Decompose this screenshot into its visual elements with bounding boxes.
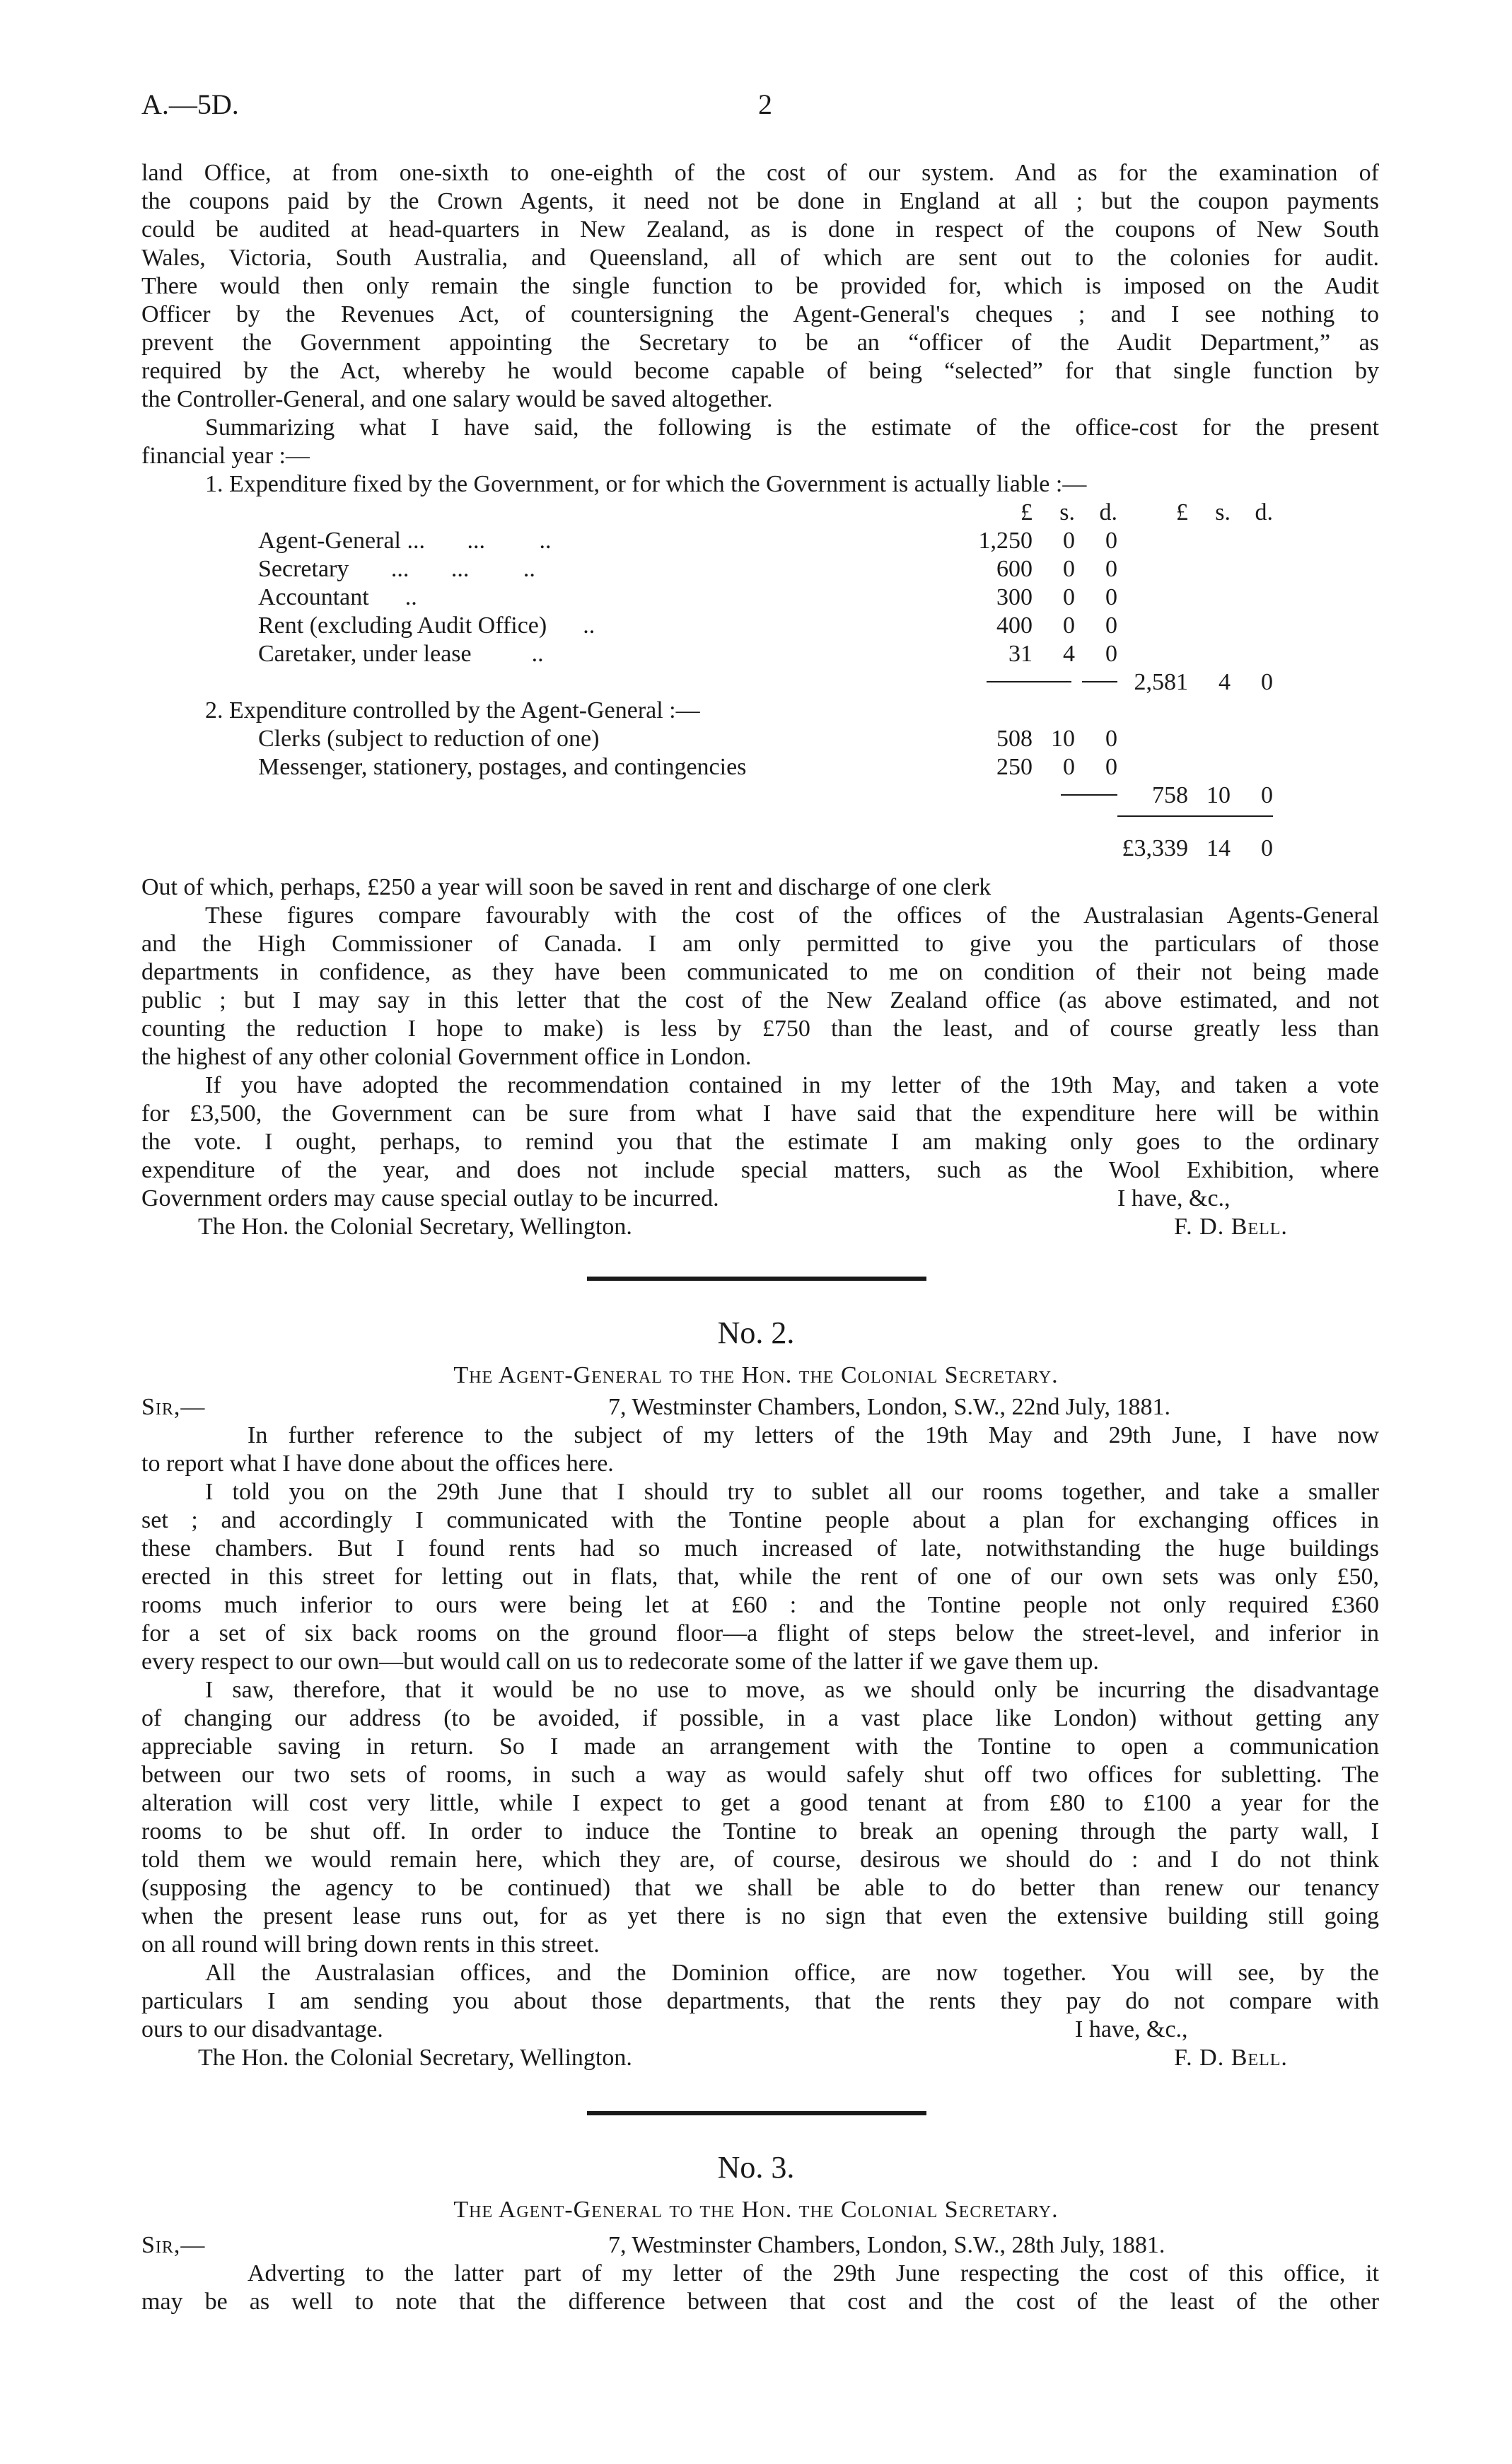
text-line: required by the Act, whereby he would become capable of being “selected” for that single function by [141,358,1379,384]
text-line: rooms to be shut off. In order to induce the Tontine to break an opening through the party wall, I [141,1818,1379,1844]
row-pence: 0 [1105,641,1117,667]
text-line: erected in this street for letting out in flats, that, while the rent of one of our own sets was only £50, [141,1564,1379,1590]
text-line: particulars I am sending you about those departments, that the rents they pay do not compare with [141,1988,1379,2014]
letter-number: No. 3. [717,2150,795,2185]
text-line: set ; and accordingly I communicated with the Tontine people about a plan for exchanging offices in [141,1507,1379,1533]
text-line: may be as well to note that the difference between that cost and the cost of the least of the other [141,2289,1379,2315]
salutation: Sir,— [141,2232,206,2258]
text-line: could be audited at head-quarters in New Zealand, as is done in respect of the coupons of New South [141,216,1379,243]
text-line: for a set of six back rooms on the ground floor—a flight of steps below the street-level, and inferior in [141,1620,1379,1646]
section1-total-pence: 0 [1261,669,1273,695]
letter-title: The Agent-General to the Hon. the Colonial Secretary. [453,2197,1059,2223]
grand-total-rule [1117,815,1273,817]
col-header-pence-total: d. [1255,499,1273,525]
text-line: counting the reduction I hope to make) is less by £750 than the least, and of course greatly less than [141,1016,1379,1042]
grand-total-shillings: 14 [1206,835,1231,861]
text-line: appreciable saving in return. So I made an arrangement with the Tontine to open a communication [141,1733,1379,1760]
text-line: these chambers. But I found rents had so much increased of late, notwithstanding the huge buildings [141,1535,1379,1562]
text-line: the Controller-General, and one salary would be saved altogether. [141,386,773,412]
text-line: (supposing the agency to be continued) that we shall be able to do better than renew our tenancy [141,1875,1379,1901]
signature: F. D. Bell. [1174,1214,1288,1240]
row-label: Messenger, stationery, postages, and contingencies [258,754,747,780]
row-pounds: 31 [1008,641,1033,667]
row-shillings: 0 [1063,754,1075,780]
dateline: 7, Westminster Chambers, London, S.W., 22nd July, 1881. [608,1394,1170,1420]
col-header-pence: d. [1099,499,1117,525]
row-pence: 0 [1105,726,1117,752]
section1-total-shillings: 4 [1219,669,1231,695]
row-pounds: 400 [996,612,1033,639]
text-line: when the present lease runs out, for as yet there is no sign that even the extensive building still going [141,1903,1379,1929]
text-line: expenditure of the year, and does not include special matters, such as the Wool Exhibition, where [141,1157,1379,1183]
page-number: 2 [758,88,772,120]
section1-title: 1. Expenditure fixed by the Government, or for which the Government is actually liable :— [205,471,1087,497]
row-label: Clerks (subject to reduction of one) [258,726,600,752]
row-pence: 0 [1105,612,1117,639]
letter-title: The Agent-General to the Hon. the Colonial Secretary. [453,1362,1059,1388]
text-line: Wales, Victoria, South Australia, and Queensland, all of which are sent out to the colonies for audit. [141,245,1379,271]
col-header-shillings: s. [1059,499,1075,525]
row-pounds: 250 [996,754,1033,780]
text-line: the coupons paid by the Crown Agents, it need not be done in England at all ; but the coupon payments [141,188,1379,214]
section2-total-shillings: 10 [1206,782,1231,808]
salutation: Sir,— [141,1394,206,1420]
subtotal-dash [1061,794,1117,796]
subtotal-dash [987,681,1071,682]
text-line: to report what I have done about the offices here. [141,1451,614,1477]
text-line: ours to our disadvantage. [141,2016,383,2042]
signature: F. D. Bell. [1174,2045,1288,2071]
row-shillings: 0 [1063,556,1075,582]
addressee: The Hon. the Colonial Secretary, Wellington. [198,2045,632,2071]
text-line: I saw, therefore, that it would be no use to move, as we should only be incurring the disadvantage [205,1677,1379,1703]
text-line: the highest of any other colonial Government office in London. [141,1044,752,1070]
row-label: Agent-General ... ... .. [258,528,552,554]
text-line: If you have adopted the recommendation contained in my letter of the 19th May, and taken a vote [205,1072,1379,1098]
text-line: public ; but I may say in this letter that the cost of the New Zealand office (as above estimated, and not [141,987,1379,1013]
text-line: departments in confidence, as they have been communicated to me on condition of their not being made [141,959,1379,985]
row-shillings: 0 [1063,612,1075,639]
text-line: land Office, at from one-sixth to one-eighth of the cost of our system. And as for the examination of [141,160,1379,186]
row-shillings: 0 [1063,528,1075,554]
row-label: Accountant .. [258,584,417,610]
col-header-pounds-total: £ [1176,499,1188,525]
grand-total-pence: 0 [1261,835,1273,861]
text-line: In further reference to the subject of my letters of the 19th May and 29th June, I have now [248,1422,1379,1448]
text-line: on all round will bring down rents in this street. [141,1931,600,1958]
col-header-shillings-total: s. [1215,499,1231,525]
row-label: Secretary ... ... .. [258,556,535,582]
section2-title: 2. Expenditure controlled by the Agent-General :— [205,697,700,723]
text-line: financial year :— [141,443,310,469]
text-line: Out of which, perhaps, £250 a year will soon be saved in rent and discharge of one clerk [141,874,991,900]
text-line: Summarizing what I have said, the following is the estimate of the office-cost for the present [205,414,1379,441]
text-line: All the Australasian offices, and the Dominion office, are now together. You will see, by the [205,1960,1379,1986]
addressee: The Hon. the Colonial Secretary, Wellington. [198,1214,632,1240]
col-header-pounds: £ [1020,499,1033,525]
text-line: prevent the Government appointing the Secretary to be an “officer of the Audit Department,” as [141,330,1379,356]
row-pence: 0 [1105,754,1117,780]
text-line: There would then only remain the single function to be provided for, which is imposed on the Audit [141,273,1379,299]
row-pence: 0 [1105,584,1117,610]
text-line: every respect to our own—but would call on us to redecorate some of the latter if we gave them up. [141,1649,1099,1675]
grand-total-pounds: £3,339 [1122,835,1188,861]
text-line: rooms much inferior to ours were being let at £60 : and the Tontine people not only required £360 [141,1592,1379,1618]
section-divider [587,1277,926,1281]
row-pounds: 508 [996,726,1033,752]
text-line: Adverting to the latter part of my letter of the 29th June respecting the cost of this office, it [248,2260,1379,2286]
dateline: 7, Westminster Chambers, London, S.W., 28th July, 1881. [608,2232,1165,2258]
row-pence: 0 [1105,528,1117,554]
text-line: the vote. I ought, perhaps, to remind you that the estimate I am making only goes to the ordinary [141,1129,1379,1155]
row-shillings: 10 [1051,726,1075,752]
text-line: alteration will cost very little, while I expect to get a good tenant at from £80 to £100 a year for the [141,1790,1379,1816]
subtotal-dash [1082,681,1117,682]
text-line: Officer by the Revenues Act, of countersigning the Agent-General's cheques ; and I see nothing to [141,301,1379,327]
letter-number: No. 2. [717,1315,795,1350]
row-pounds: 1,250 [978,528,1033,554]
page-reference: A.—5D. [141,88,239,120]
row-label: Rent (excluding Audit Office) .. [258,612,595,639]
text-line: told them we would remain here, which they are, of course, desirous we should do : and I do not think [141,1847,1379,1873]
text-line: I told you on the 29th June that I should try to sublet all our rooms together, and take a smaller [205,1479,1379,1505]
row-label: Caretaker, under lease .. [258,641,544,667]
row-shillings: 0 [1063,584,1075,610]
row-pounds: 600 [996,556,1033,582]
closing-i-have: I have, &c., [1117,1185,1231,1211]
section-divider [587,2111,926,2115]
section1-total-pounds: 2,581 [1134,669,1188,695]
text-line: Government orders may cause special outlay to be incurred. [141,1185,719,1211]
row-pounds: 300 [996,584,1033,610]
section2-total-pence: 0 [1261,782,1273,808]
closing-i-have: I have, &c., [1075,2016,1188,2042]
row-pence: 0 [1105,556,1117,582]
text-line: of changing our address (to be avoided, if possible, in a vast place like London) without getting any [141,1705,1379,1731]
row-shillings: 4 [1063,641,1075,667]
text-line: for £3,500, the Government can be sure from what I have said that the expenditure here will be within [141,1100,1379,1127]
text-line: These figures compare favourably with the cost of the offices of the Australasian Agents-General [205,902,1379,929]
section2-total-pounds: 758 [1152,782,1188,808]
text-line: between our two sets of rooms, in such a way as would safely shut off two offices for subletting. The [141,1762,1379,1788]
text-line: and the High Commissioner of Canada. I am only permitted to give you the particulars of those [141,931,1379,957]
